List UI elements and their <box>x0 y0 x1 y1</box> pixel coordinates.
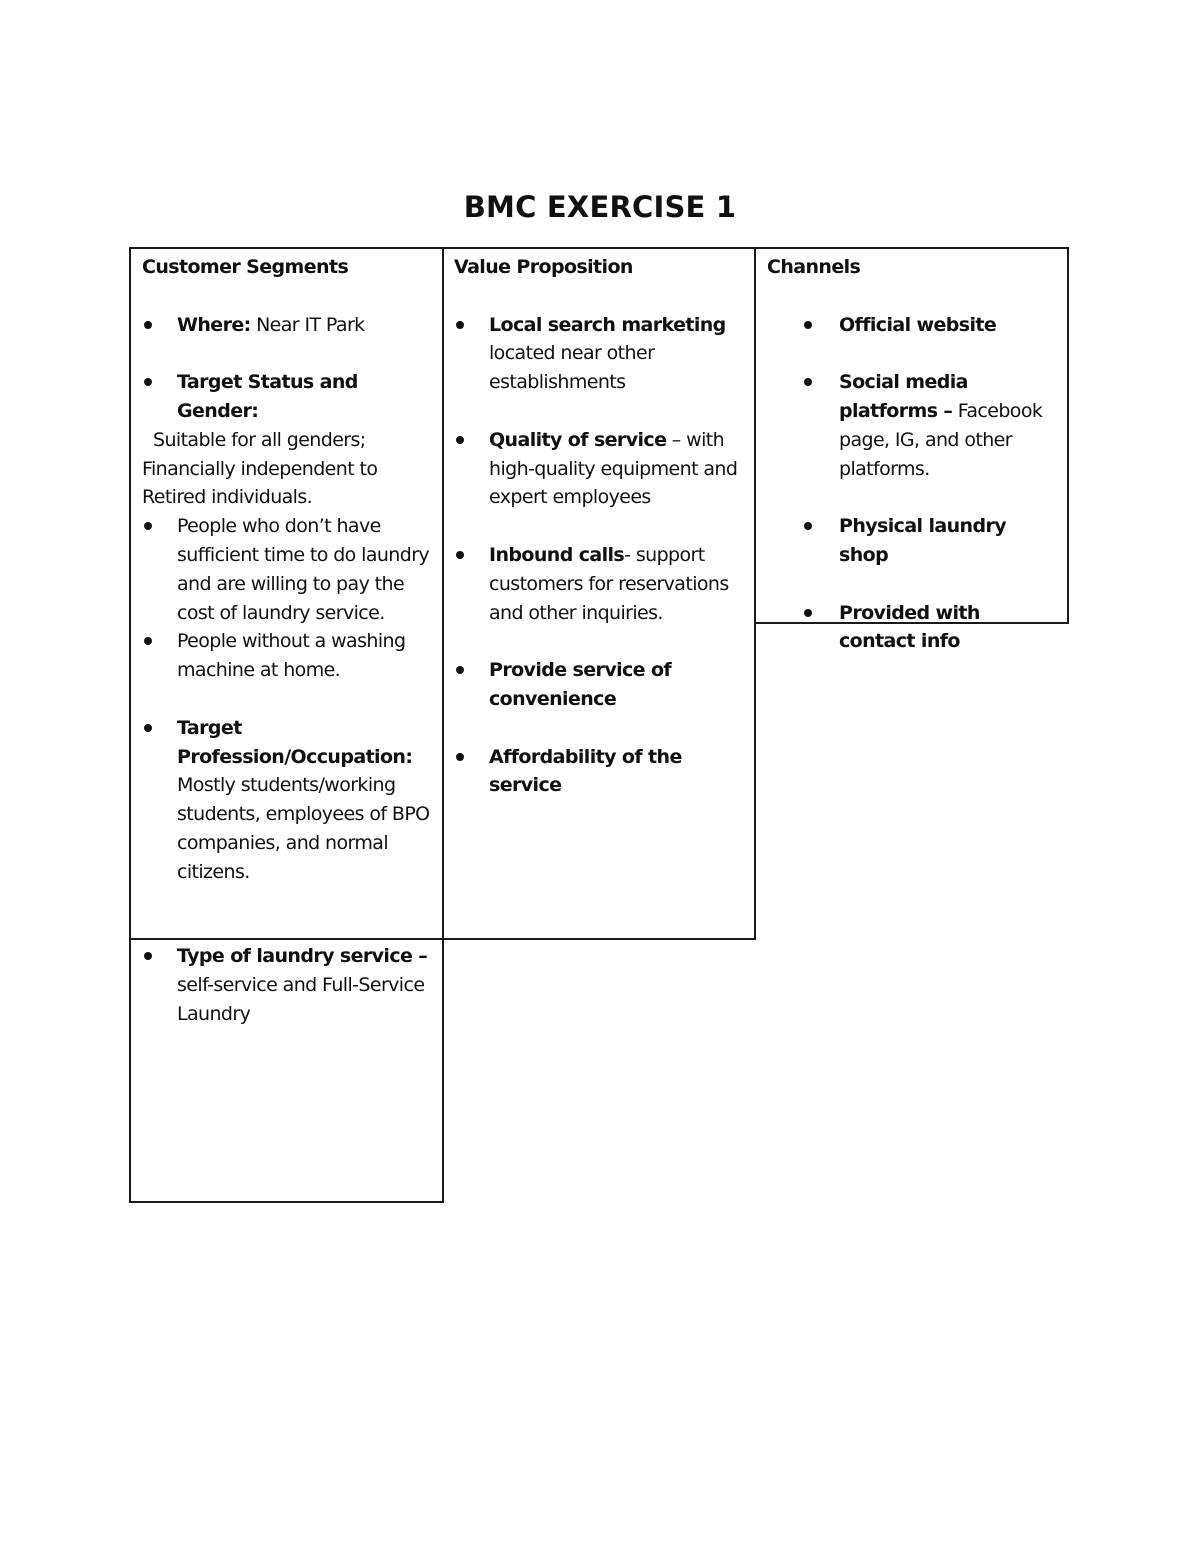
list-item-social-media: Social media platforms – Facebook page, IG, and other platforms. <box>767 368 1059 483</box>
channels-cell <box>754 247 1069 653</box>
customer-segments-continued-cell <box>129 938 444 1203</box>
list-item-profession: Target Profession/Occupation: Mostly students/working students, employees of BPO companies, and normal citizens. <box>142 714 434 887</box>
list-item-where: Where: Near IT Park <box>142 311 434 340</box>
value-proposition-cell <box>442 247 756 940</box>
channels-header: Channels <box>767 256 861 278</box>
customer-segments-status-list <box>142 368 434 426</box>
status-line-2: Financially independent to <box>142 457 378 480</box>
list-item-physical-shop: Physical laundry shop <box>767 512 1059 570</box>
list-item-no-machine: People without a washing machine at home. <box>142 627 434 685</box>
customer-segments-header: Customer Segments <box>142 256 349 278</box>
list-item-local-search: Local search marketing located near other establishments <box>454 311 746 397</box>
customer-segments-list <box>142 311 434 340</box>
document-title: BMC EXERCISE 1 <box>463 190 737 224</box>
list-item-target-status: Target Status and Gender: <box>142 368 434 426</box>
status-line-1: Suitable for all genders; <box>153 428 366 451</box>
service-type-list <box>142 942 434 1028</box>
status-line-3: Retired individuals. <box>142 486 313 509</box>
list-item-service-type: Type of laundry service – self-service and Full-Service Laundry <box>142 942 434 1028</box>
value-proposition-header: Value Proposition <box>454 256 633 278</box>
list-item-convenience: Provide service of convenience <box>454 656 746 714</box>
customer-segments-people-list <box>142 512 434 685</box>
list-item-inbound-calls: Inbound calls- support customers for reservations and other inquiries. <box>454 541 746 627</box>
customer-segments-cell <box>129 247 444 940</box>
list-item-official-website: Official website <box>767 311 1059 340</box>
value-proposition-list <box>454 311 746 801</box>
list-item-affordability: Affordability of the service <box>454 743 746 801</box>
customer-segments-profession-list <box>142 714 434 887</box>
list-item-no-time: People who don’t have sufficient time to do laundry and are willing to pay the cost of laundry service. <box>142 512 434 627</box>
list-item-contact-info: Provided with contact info <box>767 599 1059 657</box>
channels-list <box>767 311 1059 657</box>
list-item-quality: Quality of service – with high-quality equipment and expert employees <box>454 426 746 512</box>
